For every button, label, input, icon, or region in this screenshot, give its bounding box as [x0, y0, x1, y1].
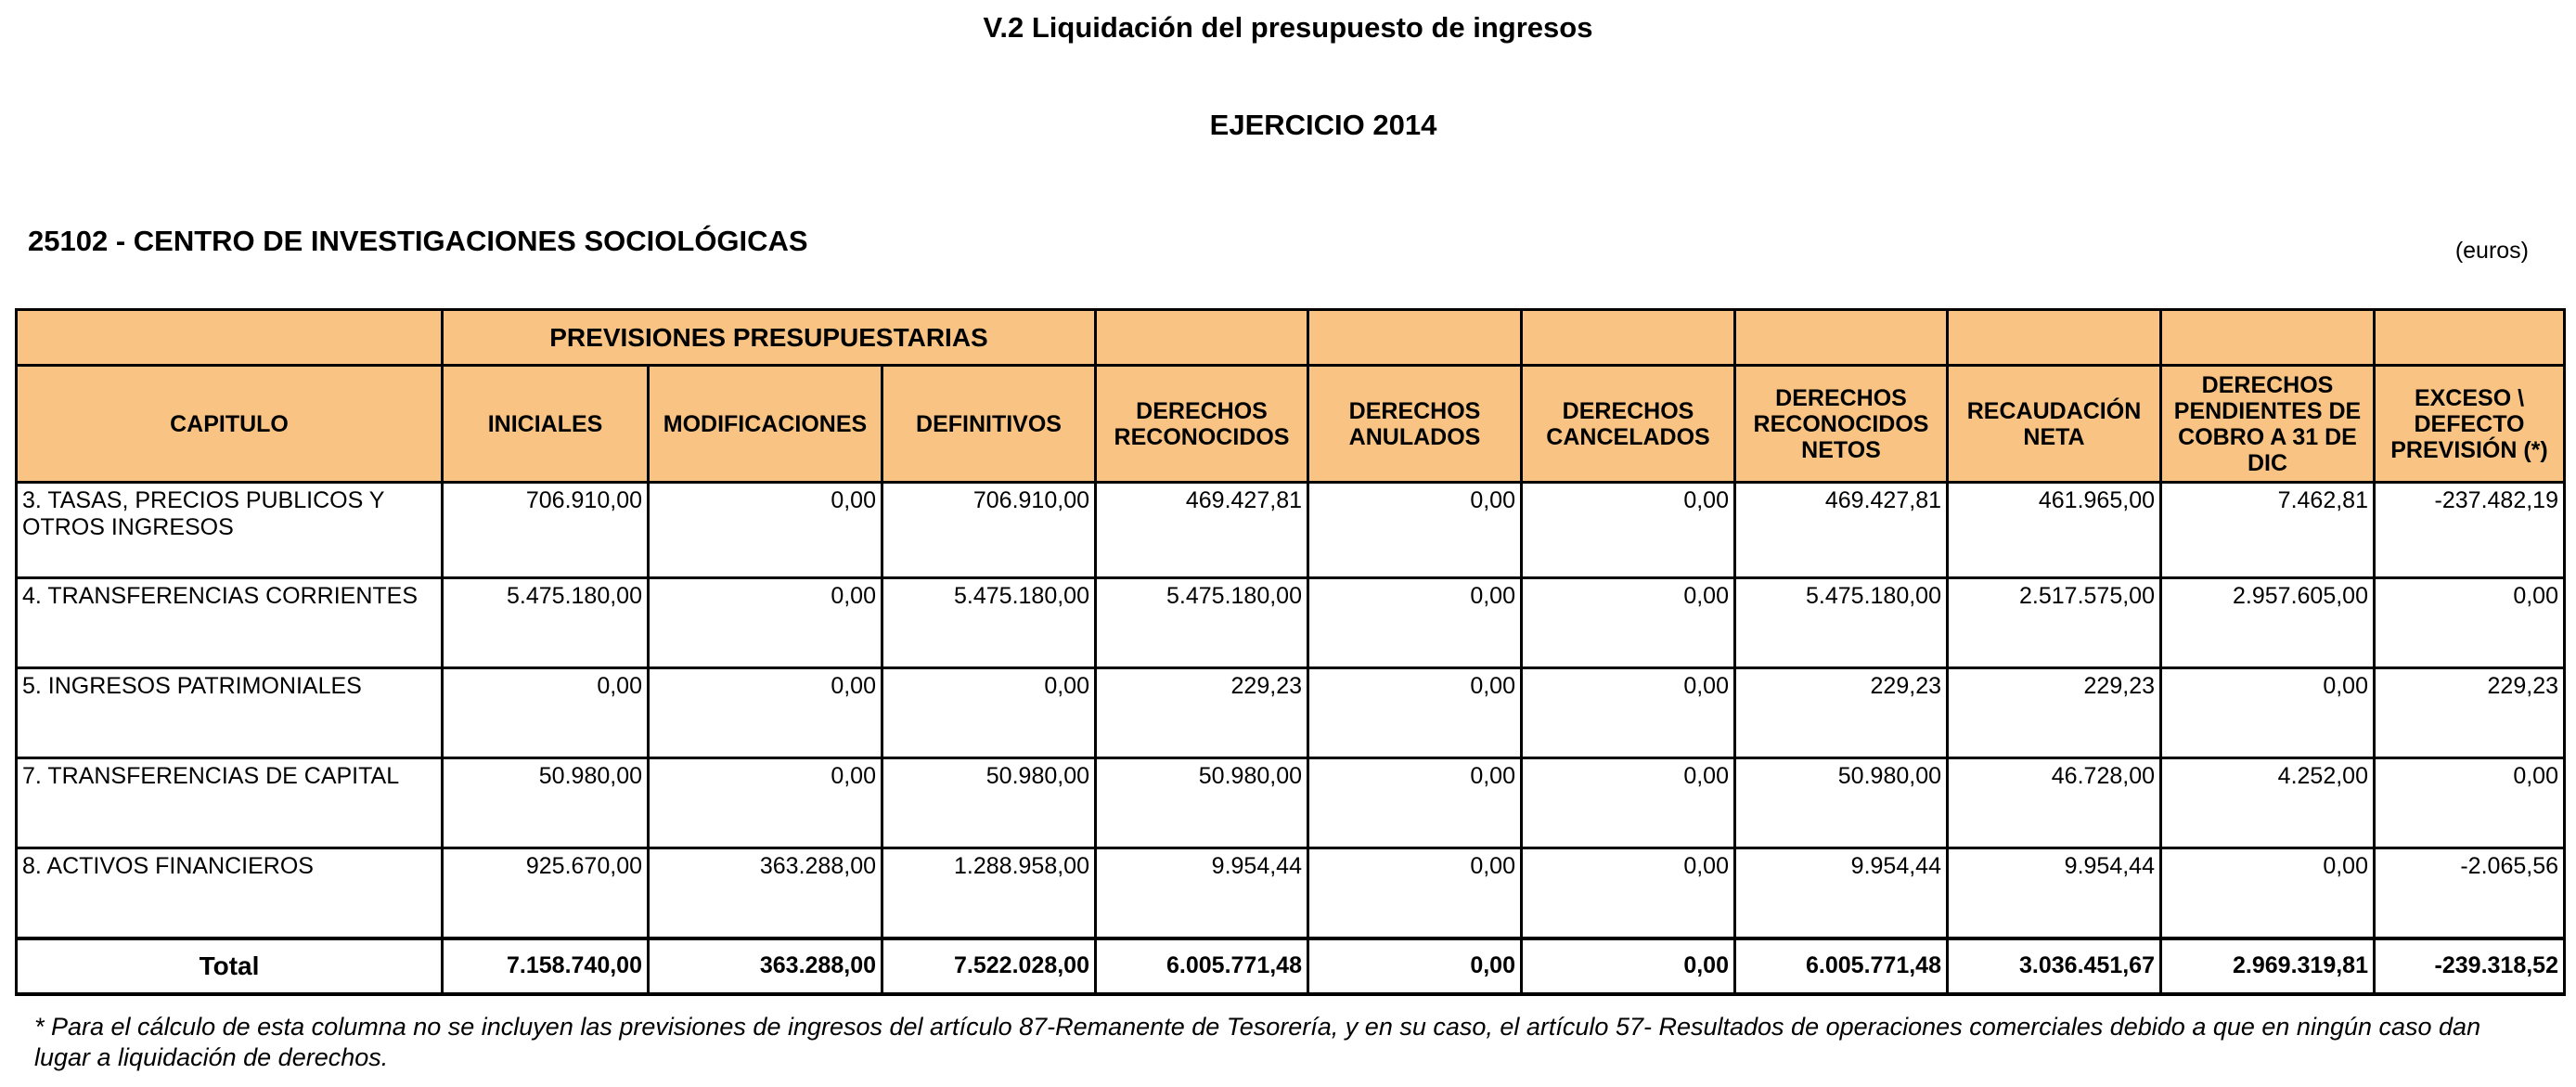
table-row [17, 758, 2565, 848]
cell-iniciales: 5.475.180,00 [443, 578, 649, 668]
cell-definitivos: 5.475.180,00 [882, 578, 1096, 668]
cell-definitivos: 50.980,00 [882, 758, 1096, 848]
cell-capitulo: 4. TRANSFERENCIAS CORRIENTES [17, 578, 443, 668]
cell-modificaciones: 363.288,00 [649, 848, 882, 938]
cell-modificaciones: 0,00 [649, 758, 882, 848]
column-header-recaudacion-neta: RECAUDACIÓN NETA [1948, 366, 2161, 483]
cell-iniciales: 0,00 [443, 668, 649, 758]
cell-definitivos: 706.910,00 [882, 483, 1096, 578]
cell-recaudacion-neta: 229,23 [1948, 668, 2161, 758]
footnote: * Para el cálculo de esta columna no se incluyen las previsiones de ingresos del artículo 87-Remanente de Tesorería, y en su caso, el artículo 57- Resultados de operaciones comerciales debido a que en ningún caso dan lugar a liquidación de derechos. [34, 1013, 2481, 1072]
total-row [17, 938, 2565, 994]
total-label: Total [17, 938, 443, 994]
cell-derechos-reconocidos-netos: 5.475.180,00 [1735, 578, 1948, 668]
cell-derechos-reconocidos-netos: 229,23 [1735, 668, 1948, 758]
cell-derechos-cancelados: 0,00 [1522, 578, 1735, 668]
total-derechos-reconocidos: 6.005.771,48 [1096, 938, 1308, 994]
cell-derechos-pendientes: 0,00 [2161, 668, 2375, 758]
total-definitivos: 7.522.028,00 [882, 938, 1096, 994]
cell-definitivos: 0,00 [882, 668, 1096, 758]
total-derechos-cancelados: 0,00 [1522, 938, 1735, 994]
cell-derechos-reconocidos: 5.475.180,00 [1096, 578, 1308, 668]
cell-derechos-anulados: 0,00 [1308, 848, 1522, 938]
cell-recaudacion-neta: 2.517.575,00 [1948, 578, 2161, 668]
cell-derechos-reconocidos: 229,23 [1096, 668, 1308, 758]
column-header-derechos-pendientes: DERECHOS PENDIENTES DE COBRO A 31 DE DIC [2161, 366, 2375, 483]
cell-exceso-defecto: -2.065,56 [2375, 848, 2565, 938]
cell-derechos-pendientes: 0,00 [2161, 848, 2375, 938]
group-header-previsiones: PREVISIONES PRESUPUESTARIAS [443, 310, 1096, 366]
cell-capitulo: 5. INGRESOS PATRIMONIALES [17, 668, 443, 758]
total-iniciales: 7.158.740,00 [443, 938, 649, 994]
column-header-modificaciones: MODIFICACIONES [649, 366, 882, 483]
cell-definitivos: 1.288.958,00 [882, 848, 1096, 938]
entity-heading: 25102 - CENTRO DE INVESTIGACIONES SOCIOLÓGICAS [28, 225, 808, 257]
cell-iniciales: 925.670,00 [443, 848, 649, 938]
total-derechos-pendientes: 2.969.319,81 [2161, 938, 2375, 994]
header-blank-cell [17, 310, 443, 366]
cell-modificaciones: 0,00 [649, 668, 882, 758]
cell-iniciales: 50.980,00 [443, 758, 649, 848]
cell-derechos-reconocidos-netos: 50.980,00 [1735, 758, 1948, 848]
table-row [17, 483, 2565, 578]
cell-recaudacion-neta: 461.965,00 [1948, 483, 2161, 578]
cell-recaudacion-neta: 46.728,00 [1948, 758, 2161, 848]
column-header-exceso-defecto: EXCESO \ DEFECTO PREVISIÓN (*) [2375, 366, 2565, 483]
cell-derechos-pendientes: 4.252,00 [2161, 758, 2375, 848]
total-derechos-anulados: 0,00 [1308, 938, 1522, 994]
table-row [17, 668, 2565, 758]
table-row [17, 848, 2565, 938]
column-header-iniciales: INICIALES [443, 366, 649, 483]
cell-derechos-cancelados: 0,00 [1522, 848, 1735, 938]
cell-modificaciones: 0,00 [649, 578, 882, 668]
total-modificaciones: 363.288,00 [649, 938, 882, 994]
cell-iniciales: 706.910,00 [443, 483, 649, 578]
header-blank-cell [1096, 310, 1308, 366]
cell-capitulo: 3. TASAS, PRECIOS PUBLICOS Y OTROS INGRESOS [17, 483, 443, 578]
cell-derechos-pendientes: 7.462,81 [2161, 483, 2375, 578]
cell-capitulo: 8. ACTIVOS FINANCIEROS [17, 848, 443, 938]
cell-exceso-defecto: 0,00 [2375, 758, 2565, 848]
cell-derechos-reconocidos-netos: 9.954,44 [1735, 848, 1948, 938]
cell-recaudacion-neta: 9.954,44 [1948, 848, 2161, 938]
total-exceso-defecto: -239.318,52 [2375, 938, 2565, 994]
cell-capitulo: 7. TRANSFERENCIAS DE CAPITAL [17, 758, 443, 848]
cell-modificaciones: 0,00 [649, 483, 882, 578]
header-blank-cell [1735, 310, 1948, 366]
column-header-row [17, 366, 2565, 483]
cell-derechos-reconocidos: 469.427,81 [1096, 483, 1308, 578]
cell-exceso-defecto: -237.482,19 [2375, 483, 2565, 578]
group-header-row [17, 310, 2565, 366]
header-blank-cell [1948, 310, 2161, 366]
column-header-capitulo: CAPITULO [17, 366, 443, 483]
cell-derechos-anulados: 0,00 [1308, 668, 1522, 758]
column-header-derechos-reconocidos: DERECHOS RECONOCIDOS [1096, 366, 1308, 483]
cell-derechos-anulados: 0,00 [1308, 758, 1522, 848]
header-blank-cell [2375, 310, 2565, 366]
cell-derechos-cancelados: 0,00 [1522, 483, 1735, 578]
total-derechos-reconocidos-netos: 6.005.771,48 [1735, 938, 1948, 994]
cell-derechos-cancelados: 0,00 [1522, 758, 1735, 848]
total-recaudacion-neta: 3.036.451,67 [1948, 938, 2161, 994]
column-header-derechos-cancelados: DERECHOS CANCELADOS [1522, 366, 1735, 483]
header-blank-cell [1522, 310, 1735, 366]
cell-derechos-reconocidos: 50.980,00 [1096, 758, 1308, 848]
cell-exceso-defecto: 229,23 [2375, 668, 2565, 758]
cell-derechos-reconocidos: 9.954,44 [1096, 848, 1308, 938]
cell-derechos-pendientes: 2.957.605,00 [2161, 578, 2375, 668]
header-blank-cell [2161, 310, 2375, 366]
budget-income-table [15, 308, 2566, 996]
cell-derechos-reconocidos-netos: 469.427,81 [1735, 483, 1948, 578]
table-row [17, 578, 2565, 668]
cell-exceso-defecto: 0,00 [2375, 578, 2565, 668]
page-title: V.2 Liquidación del presupuesto de ingresos [983, 11, 1593, 44]
column-header-definitivos: DEFINITIVOS [882, 366, 1096, 483]
cell-derechos-anulados: 0,00 [1308, 578, 1522, 668]
cell-derechos-anulados: 0,00 [1308, 483, 1522, 578]
header-blank-cell [1308, 310, 1522, 366]
column-header-derechos-reconocidos-netos: DERECHOS RECONOCIDOS NETOS [1735, 366, 1948, 483]
units-label: (euros) [2454, 238, 2529, 264]
fiscal-year-title: EJERCICIO 2014 [1209, 109, 1437, 141]
cell-derechos-cancelados: 0,00 [1522, 668, 1735, 758]
column-header-derechos-anulados: DERECHOS ANULADOS [1308, 366, 1522, 483]
